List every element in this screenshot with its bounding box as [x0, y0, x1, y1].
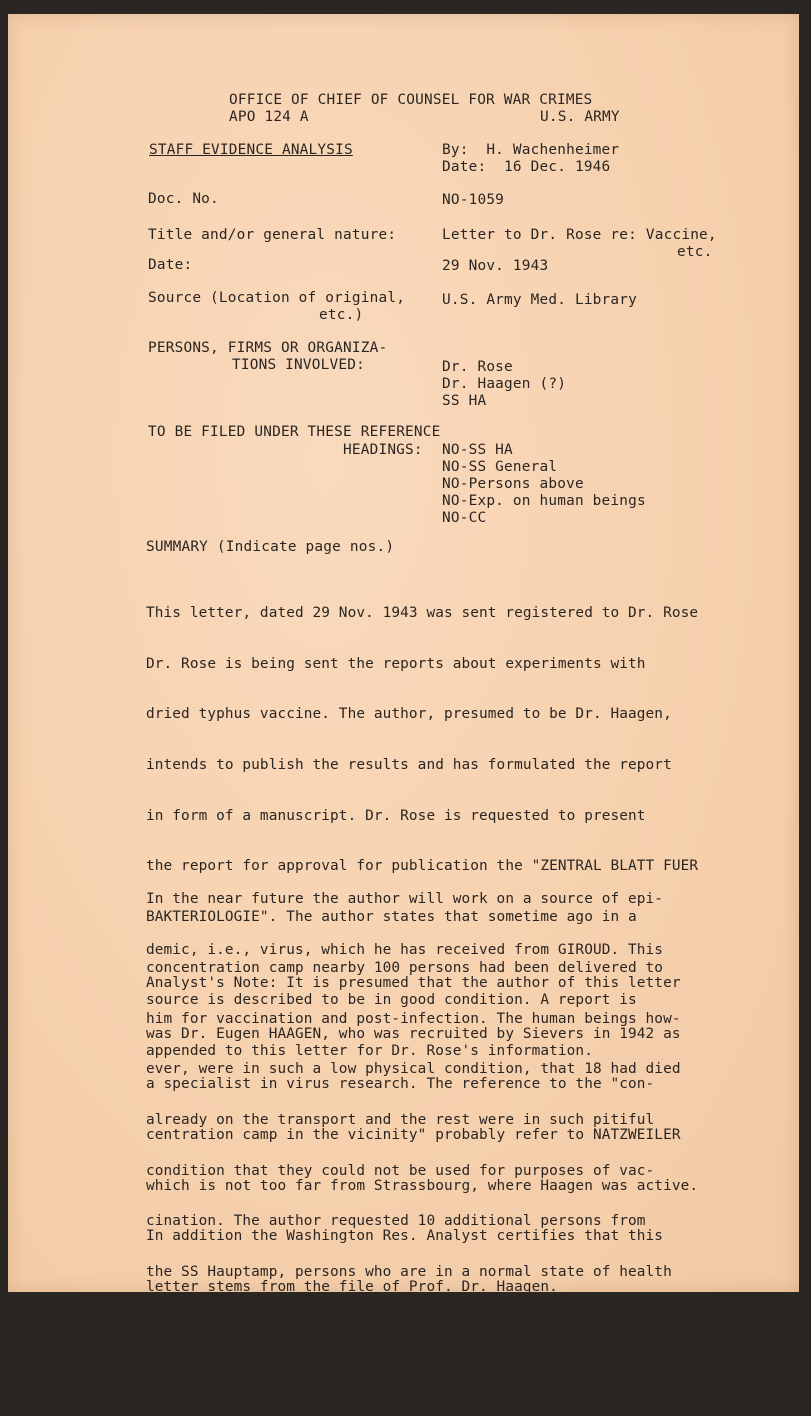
summary-line: in form of a manuscript. Dr. Rose is requested to present — [146, 807, 646, 824]
summary-line: This letter, dated 29 Nov. 1943 was sent registered to Dr. Rose — [146, 604, 699, 621]
summary-line: dried typhus vaccine. The author, presumed to be Dr. Haagen, — [146, 706, 672, 723]
summary-line: already on the transport and the rest were in such pitiful — [146, 1112, 655, 1128]
apo-label: APO 124 A — [229, 109, 309, 125]
person-item: Dr. Rose — [442, 359, 513, 375]
summary-line: Dr. Rose is being sent the reports about experiments with — [146, 655, 646, 672]
summary-line: so that experiments on them would resemble conditions as those — [146, 1314, 690, 1331]
summary-line: of a soldier. — [146, 1365, 260, 1382]
source-label-line2: etc.) — [319, 307, 364, 323]
date-value: 29 Nov. 1943 — [442, 258, 549, 274]
heading-item: NO-SS HA — [442, 442, 513, 458]
filed-label-line1: TO BE FILED UNDER THESE REFERENCE — [148, 424, 441, 440]
date-label: Date: — [148, 257, 193, 273]
persons-label-line1: PERSONS, FIRMS OR ORGANIZA- — [148, 340, 388, 356]
summary-line: concentration camp nearby 100 persons had been delivered to — [146, 959, 664, 976]
source-label-line1: Source (Location of original, — [148, 290, 406, 306]
person-item: Dr. Haagen (?) — [442, 376, 567, 392]
summary-line: ever, were in such a low physical condition, that 18 had died — [146, 1061, 681, 1078]
title-value-line2: etc. — [677, 244, 713, 260]
document-page — [8, 14, 799, 1382]
analysis-date: Date: 16 Dec. 1946 — [442, 159, 611, 175]
summary-label: SUMMARY (Indicate page nos.) — [146, 539, 395, 555]
heading-item: NO-Exp. on human beings — [442, 493, 646, 509]
analyst-name: By: H. Wachenheimer — [442, 142, 620, 158]
person-item: SS HA — [442, 393, 487, 409]
analyst-note — [146, 941, 698, 1330]
heading-item: NO-CC — [442, 510, 487, 526]
analysis-title: STAFF EVIDENCE ANALYSIS — [149, 142, 353, 158]
summary-line: In the near future the author will work on a source of epi- — [146, 890, 664, 907]
summary-line: the report for approval for publication the "ZENTRAL BLATT FUER — [146, 858, 699, 875]
note-line: which is not too far from Strassbourg, where Haagen was active. — [146, 1177, 699, 1194]
heading-item: NO-SS General — [442, 459, 558, 475]
summary-line: condition that they could not be used for purposes of vac- — [146, 1162, 655, 1179]
title-label: Title and/or general nature: — [148, 227, 397, 243]
summary-line: the SS Hauptamp, persons who are in a normal state of health — [146, 1264, 672, 1281]
note-line: letter stems from the file of Prof. Dr. Haagen. — [146, 1279, 558, 1296]
doc-number-value: NO-1059 — [442, 192, 505, 208]
office-heading: OFFICE OF CHIEF OF COUNSEL FOR WAR CRIMES — [229, 92, 593, 108]
title-value-line1: Letter to Dr. Rose re: Vaccine, — [442, 227, 717, 243]
summary-line: him for vaccination and post-infection. The human beings how- — [146, 1010, 681, 1027]
heading-item: NO-Persons above — [442, 476, 584, 492]
summary-line: appended to this letter for Dr. Rose's information. — [146, 1042, 593, 1059]
summary-line: cination. The author requested 10 additional persons from — [146, 1213, 646, 1230]
note-line: was Dr. Eugen HAAGEN, who was recruited by Sievers in 1942 as — [146, 1025, 681, 1042]
note-line: centration camp in the vicinity" probably refer to NATZWEILER — [146, 1126, 681, 1143]
filed-label-line2: HEADINGS: — [343, 442, 423, 458]
doc-number-label: Doc. No. — [148, 191, 219, 207]
persons-label-line2: TIONS INVOLVED: — [232, 357, 365, 373]
note-line: Analyst's Note: It is presumed that the author of this letter — [146, 974, 681, 991]
summary-line: BAKTERIOLOGIE". The author states that sometime ago in a — [146, 909, 637, 926]
summary-line: source is described to be in good condition. A report is — [146, 992, 637, 1009]
summary-line: intends to publish the results and has formulated the report — [146, 756, 672, 773]
source-value: U.S. Army Med. Library — [442, 292, 638, 308]
note-line: a specialist in virus research. The reference to the "con- — [146, 1076, 655, 1093]
note-line: In addition the Washington Res. Analyst certifies that this — [146, 1228, 664, 1245]
summary-line: demic, i.e., virus, which he has received from GIROUD. This — [146, 941, 664, 958]
army-label: U.S. ARMY — [540, 109, 620, 125]
